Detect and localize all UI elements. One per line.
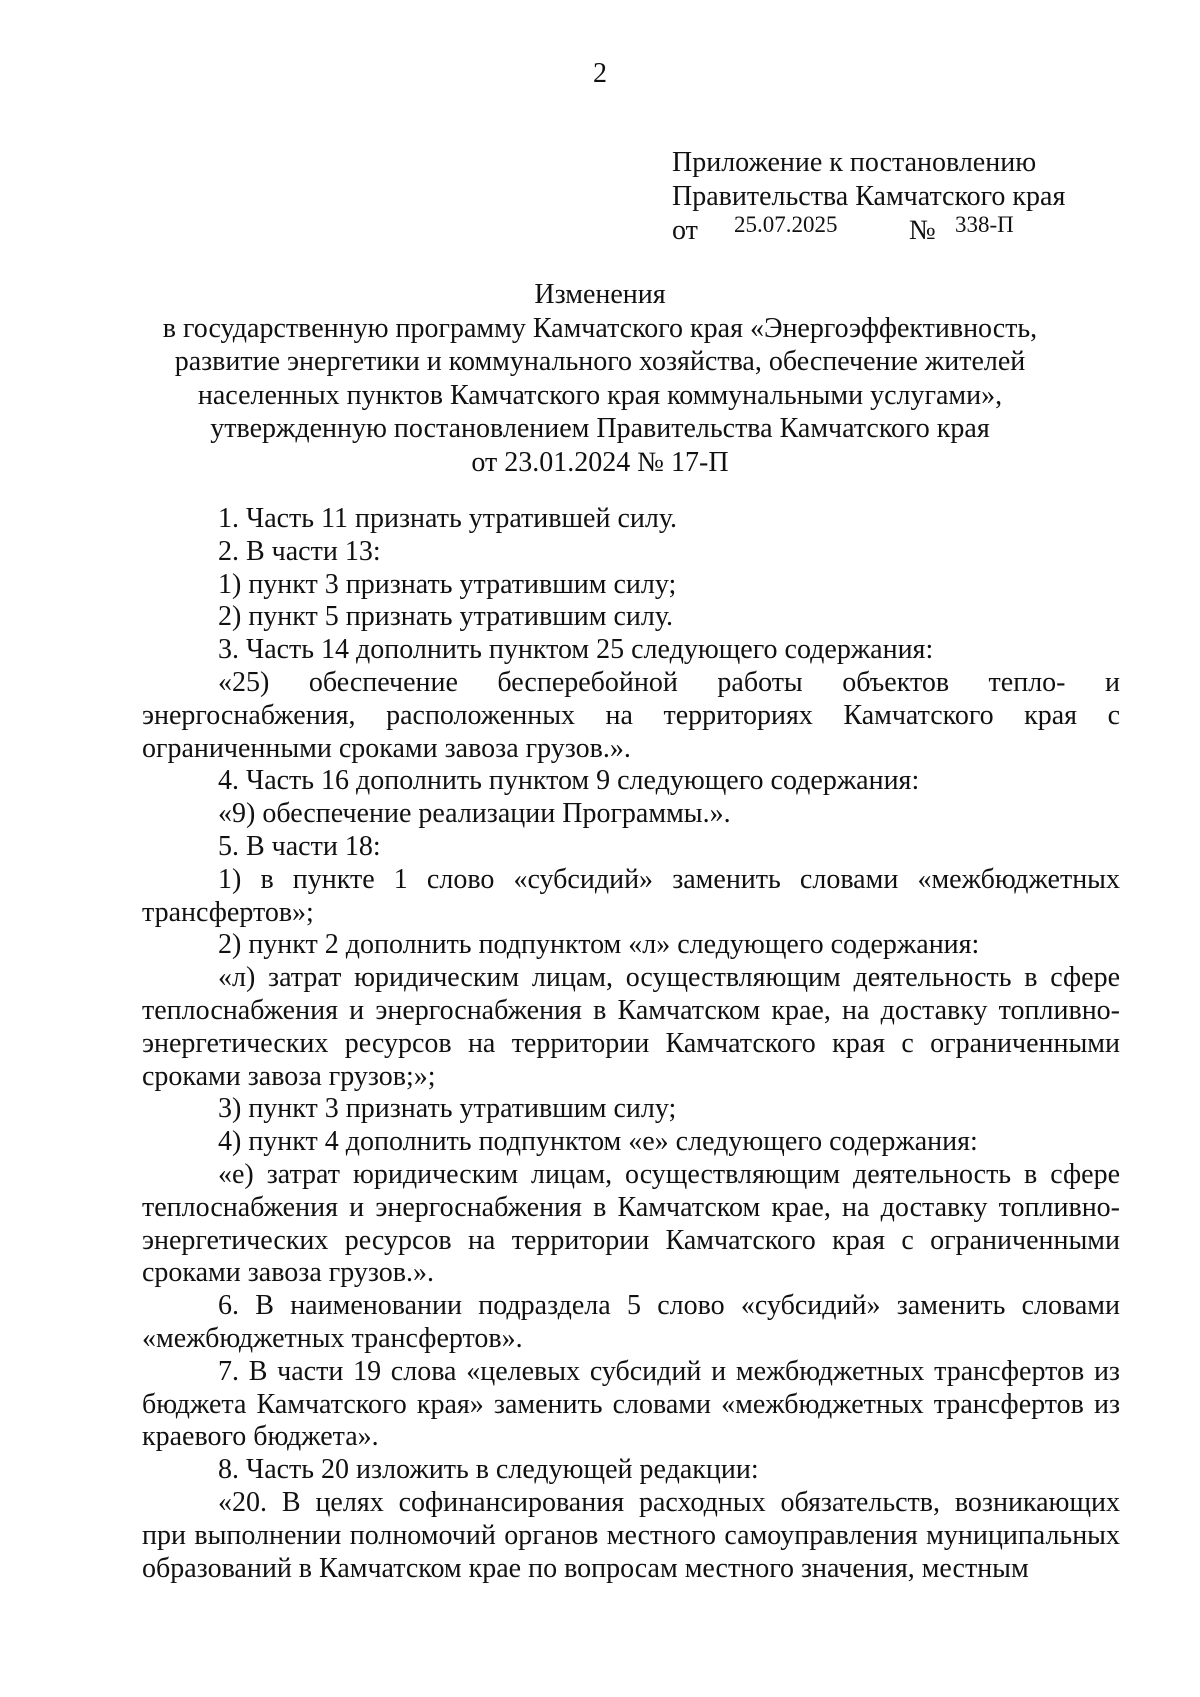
paragraph: 1) в пункте 1 слово «субсидий» заменить словами «межбюджетных трансфертов»; — [142, 863, 1120, 928]
paragraph: «9) обеспечение реализации Программы.». — [218, 798, 731, 830]
appendix-header — [672, 146, 1065, 248]
paragraph: «е) затрат юридическим лицам, осуществляющим деятельность в сфере теплоснабжения и энергоснабжения в Камчатском крае, на доставку топливно-энергетических ресурсов на территории Камчатского края с ограниченными сроками завоза грузов.». — [142, 1158, 1120, 1289]
paragraph: 3. Часть 14 дополнить пунктом 25 следующего содержания: — [218, 634, 934, 666]
appendix-date-number-row — [672, 214, 1065, 248]
paragraph: 6. В наименовании подраздела 5 слово «субсидий» заменить словами «межбюджетных трансфертов». — [142, 1290, 1120, 1354]
number-label: № — [909, 215, 936, 246]
date-value: 25.07.2025 — [734, 212, 838, 237]
document-title — [100, 278, 1100, 479]
paragraph: 8. Часть 20 изложить в следующей редакции: — [218, 1454, 759, 1486]
paragraph: 4) пункт 4 дополнить подпунктом «е» следующего содержания: — [218, 1126, 978, 1158]
document-body — [142, 503, 1120, 1585]
paragraph: 5. В части 18: — [218, 830, 381, 862]
number-value: 338-П — [955, 212, 1014, 237]
title-line-3: развитие энергетики и коммунального хозяйства, обеспечение жителей — [174, 346, 1026, 377]
title-line-2: в государственную программу Камчатского края «Энергоэффективность, — [162, 312, 1038, 344]
page-number: 2 — [593, 58, 607, 89]
title-line-4: населенных пунктов Камчатского края коммунальными услугами», — [197, 379, 1003, 411]
appendix-line-2: Правительства Камчатского края — [672, 181, 1066, 212]
paragraph: 7. В части 19 слова «целевых субсидий и межбюджетных трансфертов из бюджета Камчатского края» заменить словами «межбюджетных трансфертов из краевого бюджета». — [142, 1355, 1120, 1453]
paragraph: 2) пункт 5 признать утратившим силу. — [218, 601, 674, 633]
title-line-5: утвержденную постановлением Правительства Камчатского края — [210, 413, 990, 444]
paragraph: 2. В части 13: — [218, 535, 381, 567]
date-label: от — [672, 215, 698, 246]
paragraph: «20. В целях софинансирования расходных обязательств, возникающих при выполнении полномочий органов местного самоуправления муниципальных образований в Камчатском крае по вопросам местного значения, местным — [142, 1486, 1120, 1584]
paragraph: 2) пункт 2 дополнить подпунктом «л» следующего содержания: — [218, 929, 980, 961]
paragraph: «25) обеспечение бесперебойной работы объектов тепло- и энергоснабжения, расположенных на территориях Камчатского края с ограниченными сроками завоза грузов.». — [142, 666, 1120, 764]
paragraph: 4. Часть 16 дополнить пунктом 9 следующего содержания: — [218, 765, 920, 797]
paragraph: «л) затрат юридическим лицам, осуществляющим деятельность в сфере теплоснабжения и энергоснабжения в Камчатском крае, на доставку топливно-энергетических ресурсов на территории Камчатского края с ограниченными сроками завоза грузов;»; — [142, 962, 1120, 1092]
title-line-1: Изменения — [534, 279, 666, 310]
title-line-6: от 23.01.2024 № 17-П — [471, 446, 729, 478]
paragraph: 1) пункт 3 признать утратившим силу; — [218, 568, 677, 600]
appendix-line-1: Приложение к постановлению — [672, 147, 1037, 178]
paragraph: 1. Часть 11 признать утратившей силу. — [218, 503, 678, 534]
paragraph: 3) пункт 3 признать утратившим силу; — [218, 1093, 677, 1125]
